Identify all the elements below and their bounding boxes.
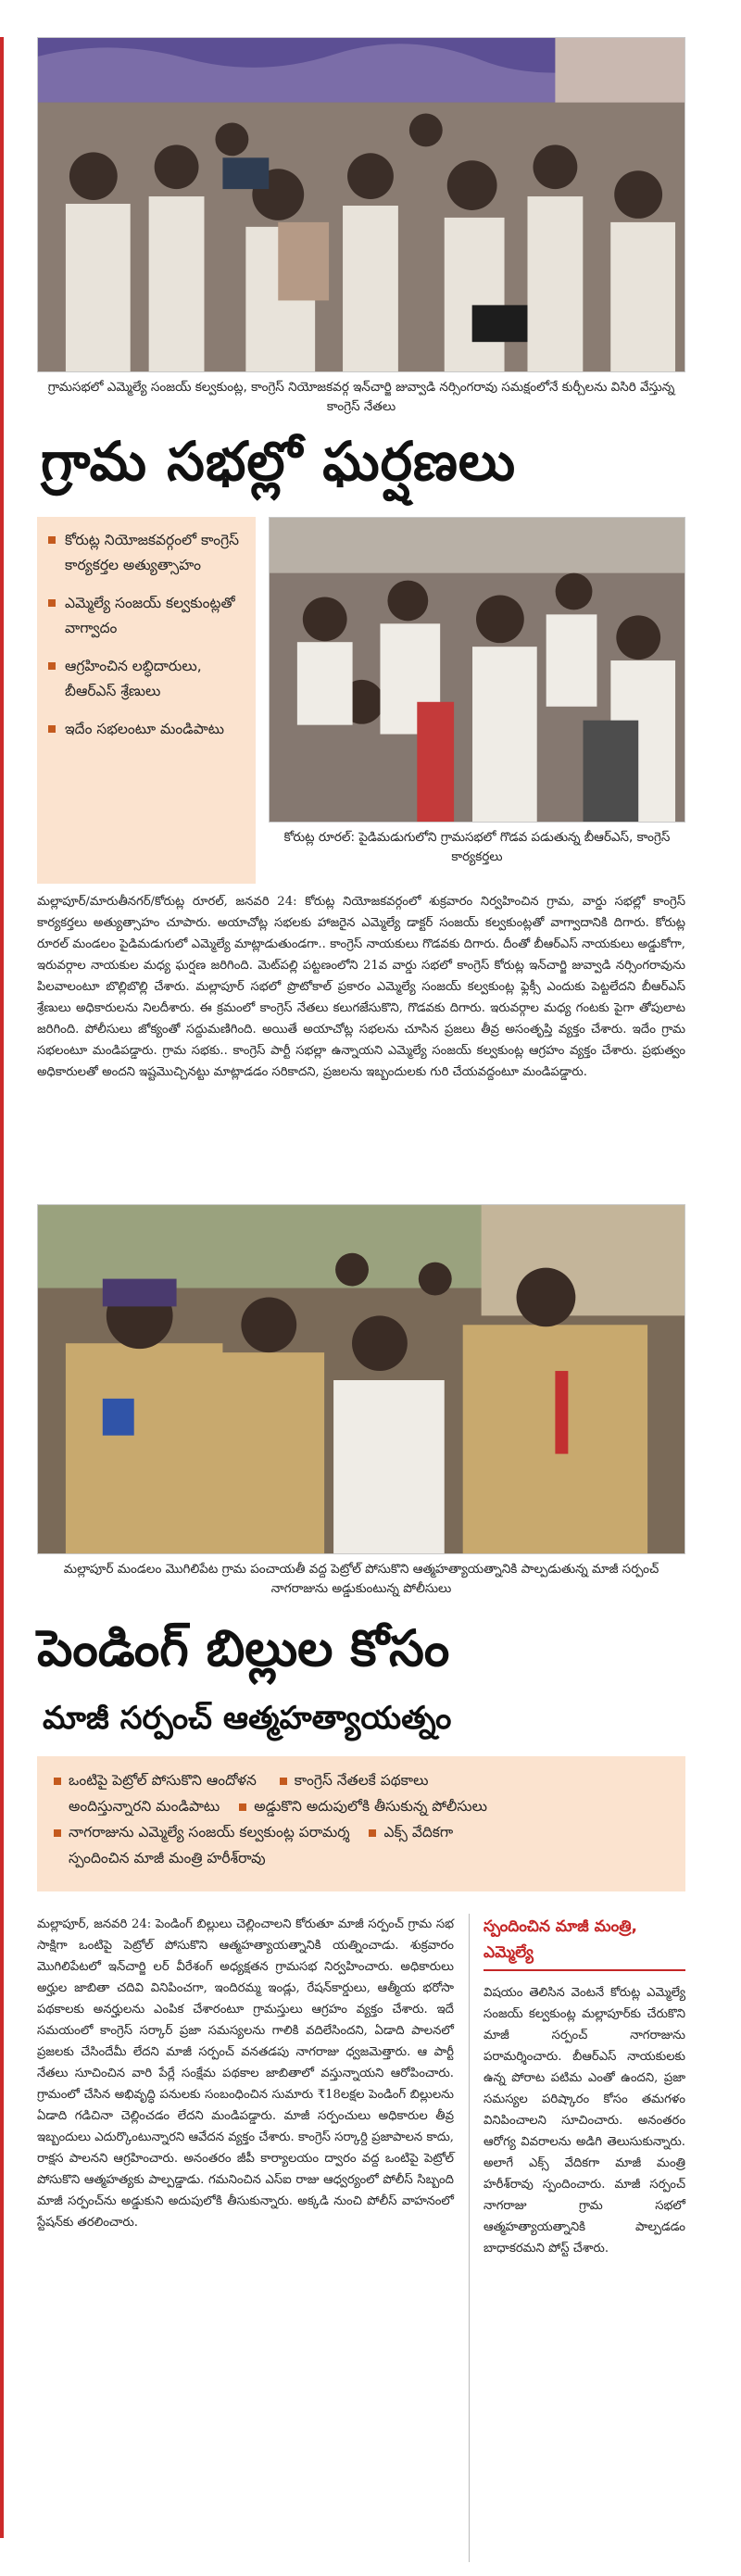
photo-caption: మల్లాపూర్ మండలం మొగిలిపేట గ్రామ పంచాయతీ వద్ద పెట్రోల్ పోసుకొని ఆత్మహత్యాయత్నానికి పాల్పడుతున్న మాజీ సర్పంచ్ నాగరాజును అడ్డుకుంటున్న పోలీసులు [63, 1562, 659, 1596]
highlights-box [37, 517, 256, 884]
sidebar-body: విషయం తెలిసిన వెంటనే కోరుట్ల ఎమ్మెల్యే సంజయ్ కల్వకుంట్ల మల్లాపూర్‌కు చేరుకొని మాజీ సర్పంచ్ నాగరాజును పరామర్శించారు. బీఆర్ఎస్ నాయకులకు ఉన్న పోరాట పటిమ ఎంతో ఉందని, ప్రజా సమస్యల పరిష్కారం కోసం తమగళం వినిపించాలని సూచించారు. అనంతరం ఆరోగ్య వివరాలను అడిగి తెలుసుకున్నారు. అలాగే ఎక్స్ వేదికగా మాజీ మంత్రి హరీశ్‌రావు స్పందించారు. మాజీ సర్పంచ్ నాగరాజు గ్రామ సభలో ఆత్మహత్యాయత్నానికి పాల్పడడం బాధాకరమని పోస్ట్ చేశారు. [484, 1986, 685, 2256]
sidebar-heading-rule [484, 1969, 685, 1971]
police-restraint-photo [37, 1204, 685, 1554]
highlights-band [37, 1756, 685, 1891]
photo-caption: కోరుట్ల రూరల్: పైడిమడుగులోని గ్రామసభలో గొడవ పడుతున్న బీఆర్ఎస్, కాంగ్రెస్ కార్యకర్తలు [283, 830, 671, 864]
column-divider [469, 1914, 470, 2562]
highlight-item: ఆగ్రహించిన లబ్ధిదారులు, బీఆర్ఎస్ శ్రేణులు [48, 654, 245, 704]
highlight-item: ఇదేం సభలంటూ మండిపాటు [48, 717, 245, 742]
page-margin-rule [0, 37, 4, 2538]
highlight-item: కోరుట్ల నియోజకవర్గంలో కాంగ్రెస్ కార్యకర్తల అత్యుత్సాహం [48, 528, 245, 578]
bullet-icon [239, 1803, 246, 1811]
bullet-icon [48, 725, 56, 733]
highlight-item: ఎమ్మెల్యే సంజయ్ కల్వకుంట్లతో వాగ్వాదం [48, 591, 245, 641]
bullet-icon [48, 599, 56, 607]
bullet-icon [369, 1829, 376, 1837]
bullet-icon [280, 1778, 287, 1785]
highlight-line: నాగరాజును ఎమ్మెల్యే సంజయ్ కల్వకుంట్ల పరామర్శ ఎక్స్ వేదికగా [54, 1819, 669, 1845]
bullet-icon [48, 536, 56, 544]
article-body: మల్లాపూర్, జనవరి 24: పెండింగ్ బిల్లులు చెల్లించాలని కోరుతూ మాజీ సర్పంచ్ గ్రామ సభ సాక్షిగా ఒంటిపై పెట్రోల్ పోసుకొని ఆత్మహత్యాయత్నానికి యత్నించాడు. శుక్రవారం మొగిలిపేటలో ఇన్‌చార్జి లర్ వీరేశంగ్ అధ్యక్షతన గ్రామసభ నిర్వహించారు. అధికారులు అర్హుల జాబితా చదివి వినిపించగా, ఇందిరమ్మ ఇండ్లు, రేషన్‌కార్డులు, ఆత్మీయ భరోసా పథకాలకు అనర్హులను ఎంపిక చేశారంటూ గ్రామస్తులు ఆగ్రహం వ్యక్తం చేశారు. ఇదే సమయంలో కాంగ్రెస్ సర్కార్ ప్రజా సమస్యలను గాలికి వదిలేసిందని, ఏడాది పాలనలో ప్రజలకు చేసిందేమీ లేదని మాజీ సర్పంచ్ వనతడపు నాగరాజు ధ్వజమెత్తారు. ఆ పార్టీ నేతలు సూచించిన వారి పేర్లే సంక్షేమ పథకాల జాబితాలో వస్తున్నాయని ఆరోపించారు. గ్రామంలో చేసిన అభివృద్ధి పనులకు సంబంధించిన సుమారు ₹18లక్షల పెండింగ్ బిల్లులను ఏడాది గడిచినా చెల్లించడం లేదని మండిపడ్డారు. మాజీ సర్పంచులు అధికారుల తీవ్ర ఇబ్బందులు ఎదుర్కొంటున్నారని ఆవేదన వ్యక్తం చేశారు. కాంగ్రెస్ సర్కార్ది ప్రజాపాలన కాదు, రాక్షస పాలనని ఆగ్రహించారు. అనంతరం జీపీ కార్యాలయం ద్వారం వద్ద ఒంటిపై పెట్రోల్ పోసుకొని ఆత్మహత్యకు పాల్పడ్డాడు. గమనించిన ఎస్ఐ రాజు ఆధ్వర్యంలో పోలీస్ సిబ్బంది మాజీ సర్పంచ్‌ను అడ్డుకుని అదుపులోకి తీసుకున్నారు. అక్కడి నుంచి పోలీస్ వాహనంలో స్టేషన్‌కు తరలించారు. [37, 1917, 454, 2230]
scuffle-photo [269, 517, 685, 823]
crowd-chair-photo [37, 37, 685, 372]
bullet-icon [48, 662, 56, 670]
highlight-line: స్పందించిన మాజీ మంత్రి హరీశ్‌రావు [69, 1850, 266, 1866]
article-body: మల్లాపూర్/మారుతీనగర్/కోరుట్ల రూరల్, జనవరి 24: కోరుట్ల నియోజకవర్గంలో శుక్రవారం నిర్వహించిన గ్రామ, వార్డు సభల్లో కాంగ్రెస్ కార్యకర్తలు అత్యుత్సాహం చూపారు. అయాచోట్ల సభలకు హాజరైన ఎమ్మెల్యే డాక్టర్ సంజయ్ కల్వకుంట్లతో వాగ్వాదానికి దిగారు. కోరుట్ల రూరల్ మండలం పైడిమడుగులో ఎమ్మెల్యే మాట్లాడుతుండగా.. కాంగ్రెస్ నాయకులు గొడవకు దిగారు. దీంతో బీఆర్ఎస్ నాయకులు అడ్డుకోగా, ఇరువర్గాల నాయకుల మధ్య ఘర్షణ జరిగింది. మెట్‌పల్లి పట్టణంలోని 21వ వార్డు సభలో కాంగ్రెస్ కోరుట్ల ఇన్‌చార్జి జువ్వాడి నర్సింగరావును పిలవాలంటూ బొల్లిబొల్లి చేశారు. మల్లాపూర్ సభలో ప్రొటోకాల్ ప్రకారం ఎమ్మెల్యే సంజయ్ కల్వకుంట్ల ఫ్లెక్సీ ఎందుకు పెట్టలేదని బీఆర్ఎస్ శ్రేణులు అధికారులను నిలదీశారు. ఈ క్రమంలో కాంగ్రెస్ నేతలు కలుగజేసుకొని, గొడవకు దిగారు. ఇరువర్గాల మధ్య గంటకు పైగా తోపులాట జరిగింది. పోలీసులు జోక్యంతో సద్దుమణిగింది. అయితే అయాచోట్ల సభలను చూసిన ప్రజలు తీవ్ర అసంతృప్తి వ్యక్తం చేశారు. ఇదేం గ్రామ సభలంటూ మండిపడ్డారు. గ్రామ సభకు.. కాంగ్రెస్ పార్టీ సభల్లా ఉన్నాయని ఎమ్మెల్యే సంజయ్ కల్వకుంట్ల ఆగ్రహం వ్యక్తం చేశారు. ప్రభుత్వం అధికారులతో అందని ఇష్టమొచ్చినట్టు మాట్లాడడం సరికాదని, ప్రజలను ఇబ్బందులకు గురి చేయవద్దంటూ మండిపడ్డారు. [37, 895, 685, 1079]
headline: పెండింగ్ బిల్లుల కోసం [37, 1619, 450, 1678]
bullet-icon [54, 1778, 61, 1785]
bullet-icon [54, 1829, 61, 1837]
subheadline: మాజీ సర్పంచ్ ఆత్మహత్యాయత్నం [43, 1700, 452, 1737]
highlight-line: ఒంటిపై పెట్రోల్ పోసుకొని ఆందోళన కాంగ్రెస్ నేతలకే పథకాలు [54, 1767, 669, 1793]
photo-caption: గ్రామసభలో ఎమ్మెల్యే సంజయ్ కల్వకుంట్ల, కాంగ్రెస్ నియోజకవర్గ ఇన్‌చార్జి జువ్వాడి నర్సింగరావు సమక్షంలోనే కుర్చీలను విసిరి వేస్తున్న కాంగ్రెస్ నేతలు [47, 380, 675, 414]
sidebar-heading: స్పందించిన మాజీ మంత్రి, ఎమ్మెల్యే [484, 1917, 637, 1962]
headline: గ్రామ సభల్లో ఘర్షణలు [41, 430, 517, 493]
highlight-line: అందిస్తున్నారని మండిపాటు అడ్డుకొని అదుపులోకి తీసుకున్న పోలీసులు [69, 1798, 488, 1815]
